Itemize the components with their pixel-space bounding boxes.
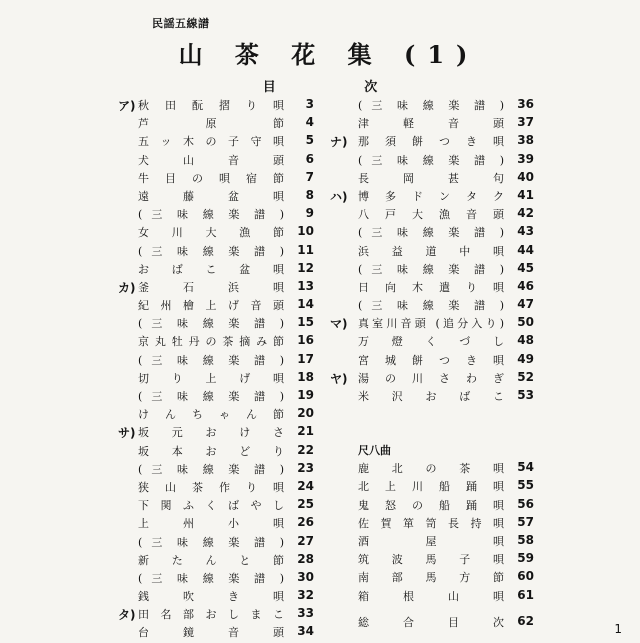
entry-title: 那 須 餅 つ き 唄	[358, 135, 504, 149]
entry-page-number: 12	[297, 260, 314, 275]
entry-page-number: 46	[517, 278, 534, 293]
entry-page-number: 16	[297, 333, 314, 348]
toc-entry	[330, 496, 534, 515]
kana-section-marker: カ)	[118, 280, 136, 295]
entry-title: 女 川 大 漁 節	[138, 226, 284, 240]
entry-title: 鬼 怒 の 船 踊 唄	[358, 498, 504, 512]
entry-page-number: 43	[517, 224, 534, 239]
toc-entry	[330, 151, 534, 170]
entry-page-number: 20	[297, 406, 314, 421]
entry-page-number: 60	[517, 569, 534, 584]
entry-page-number: 24	[297, 478, 314, 493]
toc-entry	[330, 514, 534, 533]
toc-entry	[330, 224, 534, 242]
entry-title: 宮 城 餅 つ き 唄	[358, 353, 504, 367]
entry-page-number: 21	[297, 424, 314, 439]
entry-page-number: 19	[297, 388, 314, 402]
toc-entry	[330, 278, 534, 297]
entry-page-number: 57	[517, 514, 534, 529]
kana-section-marker: タ)	[118, 608, 136, 623]
entry-title: 坂 本 お ど り	[138, 444, 284, 458]
toc-entry	[330, 297, 534, 315]
section-heading-shakuhachi: 尺八曲	[358, 444, 391, 458]
entry-page-number: 36	[517, 97, 534, 111]
entry-page-number: 26	[297, 515, 314, 530]
entry-title: 遠 藤 盆 唄	[138, 189, 284, 203]
toc-entry	[330, 115, 534, 133]
entry-title: 下 関 ふ く ば や し	[138, 499, 284, 513]
entry-title: ( 三 味 線 楽 譜 )	[358, 299, 504, 313]
entry-title: 米 沢 お ば こ	[358, 390, 504, 403]
entry-page-number: 15	[297, 315, 314, 330]
entry-title: 佐 賀 箪 笥 長 持 唄	[358, 516, 504, 530]
entry-page-number: 18	[297, 369, 314, 384]
page-title: 山 茶 花 集 (1)	[178, 40, 480, 69]
entry-title: 五 ッ 木 の 子 守 唄	[138, 135, 284, 149]
toc-entry	[330, 242, 534, 261]
entry-page-number: 40	[517, 169, 534, 184]
entry-page-number: 5	[305, 133, 314, 148]
entry-title: ( 三 味 線 楽 譜 )	[358, 153, 504, 167]
entry-page-number: 23	[297, 460, 314, 475]
entry-title: 芦 原 節	[138, 117, 284, 131]
entry-page-number: 30	[297, 569, 314, 584]
entry-title: 田 名 部 お し ま こ	[138, 608, 284, 622]
toc-entry	[330, 369, 534, 388]
entry-title: 牛 目 の 唄 宿 節	[138, 171, 284, 185]
entry-title: 八 戸 大 漁 音 頭	[358, 208, 504, 222]
entry-title: 銭 吹 き 唄	[138, 590, 284, 604]
kana-section-marker: ア)	[118, 99, 136, 113]
kana-section-marker: サ)	[118, 426, 136, 441]
entry-title: 酒 屋 唄	[358, 534, 504, 548]
entry-page-number: 45	[517, 260, 534, 275]
entry-page-number: 27	[297, 533, 314, 548]
entry-title: 台 鏡 音 頭	[138, 626, 284, 640]
entry-title: 京 丸 牡 丹 の 茶 摘 み 節	[138, 335, 284, 349]
general-index-entry	[330, 613, 534, 632]
entry-title: 新 た ん と 節	[138, 553, 284, 567]
entry-page-number: 54	[517, 460, 534, 475]
entry-page-number: 33	[297, 606, 314, 621]
entry-page-number: 44	[517, 242, 534, 257]
entry-title: 浜 益 道 中 唄	[358, 244, 504, 258]
entry-title: ( 三 味 線 楽 譜 )	[138, 390, 284, 403]
toc-entry	[330, 97, 534, 115]
entry-page-number: 38	[517, 133, 534, 148]
entry-title: 長 岡 甚 句	[358, 171, 504, 185]
entry-title: 切 り 上 げ 唄	[138, 371, 284, 385]
entry-title: ( 三 味 線 楽 譜 )	[358, 262, 504, 276]
entry-page-number: 17	[297, 351, 314, 366]
toc-entry	[330, 315, 534, 333]
page-number: 1	[614, 622, 622, 636]
entry-title: 日 向 木 遣 り 唄	[358, 280, 504, 294]
entry-page-number: 10	[297, 224, 314, 239]
kana-section-marker: マ)	[330, 317, 348, 332]
entry-page-number: 49	[517, 351, 534, 366]
entry-title: ( 三 味 線 楽 譜 )	[138, 462, 284, 476]
toc-entry	[330, 532, 534, 551]
entry-title: 秋 田 酛 摺 り 唄	[138, 99, 284, 112]
entry-page-number: 37	[517, 115, 534, 130]
toc-entry	[330, 133, 534, 151]
entry-title: 南 部 馬 方 節	[358, 571, 504, 585]
toc-heading: 目 次	[262, 80, 420, 95]
series-label: 民謡五線譜	[152, 17, 210, 30]
entry-page-number: 59	[517, 551, 534, 566]
kana-section-marker: ヤ)	[330, 371, 348, 386]
toc-entry	[330, 569, 534, 587]
entry-page-number: 8	[305, 187, 314, 202]
entry-title: 上 州 小 唄	[138, 517, 284, 531]
entry-title: 犬 山 音 頭	[138, 153, 284, 167]
entry-page-number: 42	[517, 206, 534, 221]
entry-title: ( 三 味 線 楽 譜 )	[138, 353, 284, 367]
entry-page-number: 7	[305, 169, 314, 184]
entry-title: 坂 元 お け さ	[138, 426, 284, 440]
entry-page-number: 41	[517, 187, 534, 202]
entry-page-number: 58	[517, 532, 534, 547]
entry-page-number: 61	[517, 587, 534, 602]
entry-page-number: 39	[517, 151, 534, 166]
entry-title: ( 三 味 線 楽 譜 )	[138, 571, 284, 585]
entry-title: 博 多 ド ン タ ク	[358, 189, 504, 203]
entry-page-number: 13	[297, 278, 314, 293]
entry-page-number: 9	[305, 206, 314, 221]
entry-title: ( 三 味 線 楽 譜 )	[138, 317, 284, 331]
entry-title: 北 上 川 船 踊 唄	[358, 480, 504, 494]
entry-title: 箱 根 山 唄	[358, 589, 504, 603]
entry-page-number: 53	[517, 388, 534, 402]
entry-page-number: 56	[517, 496, 534, 511]
entry-page-number: 52	[517, 369, 534, 384]
toc-entry	[330, 206, 534, 224]
entry-page-number: 3	[305, 97, 314, 111]
entry-page-number: 11	[297, 242, 314, 257]
toc-entry	[330, 388, 534, 406]
entry-title: ( 三 味 線 楽 譜 )	[358, 226, 504, 240]
entry-page-number: 62	[517, 613, 534, 628]
entry-title: 筑 波 馬 子 唄	[358, 553, 504, 567]
entry-title: 狭 山 茶 作 り 唄	[138, 480, 284, 494]
entry-page-number: 14	[297, 297, 314, 312]
entry-title: 真室川音頭 (追分入り)	[358, 317, 504, 331]
entry-title: ( 三 味 線 楽 譜 )	[138, 244, 284, 258]
toc-entry	[330, 169, 534, 188]
entry-title: ( 三 味 線 楽 譜 )	[138, 208, 284, 222]
entry-page-number: 22	[297, 442, 314, 457]
entry-page-number: 34	[297, 624, 314, 639]
toc-entry	[330, 187, 534, 206]
entry-page-number: 25	[297, 497, 314, 512]
entry-page-number: 48	[517, 333, 534, 348]
toc-entry	[330, 460, 534, 478]
entry-title: 釜 石 浜 唄	[138, 280, 284, 294]
toc-entry	[330, 478, 534, 496]
entry-title: 湯 の 川 さ わ ぎ	[358, 371, 504, 385]
entry-title: 総 合 目 次	[358, 615, 504, 629]
entry-page-number: 50	[517, 315, 534, 330]
kana-section-marker: ハ)	[330, 189, 348, 204]
toc-entry	[330, 333, 534, 351]
entry-title: お ば こ 盆 唄	[138, 262, 284, 276]
entry-title: 津 軽 音 頭	[358, 117, 504, 131]
kana-section-marker: ナ)	[330, 135, 348, 150]
toc-entry	[330, 260, 534, 279]
entry-title: ( 三 味 線 楽 譜 )	[358, 99, 504, 112]
toc-entry	[330, 551, 534, 569]
entry-page-number: 47	[517, 297, 534, 312]
entry-title: 鹿 北 の 茶 唄	[358, 462, 504, 476]
entry-title: け ん ち ゃ ん 節	[138, 408, 284, 422]
entry-title: 紀 州 檜 上 げ 音 頭	[138, 299, 284, 313]
entry-page-number: 55	[517, 478, 534, 493]
entry-page-number: 32	[297, 588, 314, 603]
entry-page-number: 28	[297, 551, 314, 566]
entry-title: ( 三 味 線 楽 譜 )	[138, 535, 284, 549]
toc-entry	[330, 587, 534, 606]
entry-page-number: 4	[305, 115, 314, 130]
entry-page-number: 6	[305, 151, 314, 166]
entry-title: 万 燈 く づ し	[358, 335, 504, 349]
toc-right-column	[330, 97, 534, 632]
toc-entry	[330, 351, 534, 370]
